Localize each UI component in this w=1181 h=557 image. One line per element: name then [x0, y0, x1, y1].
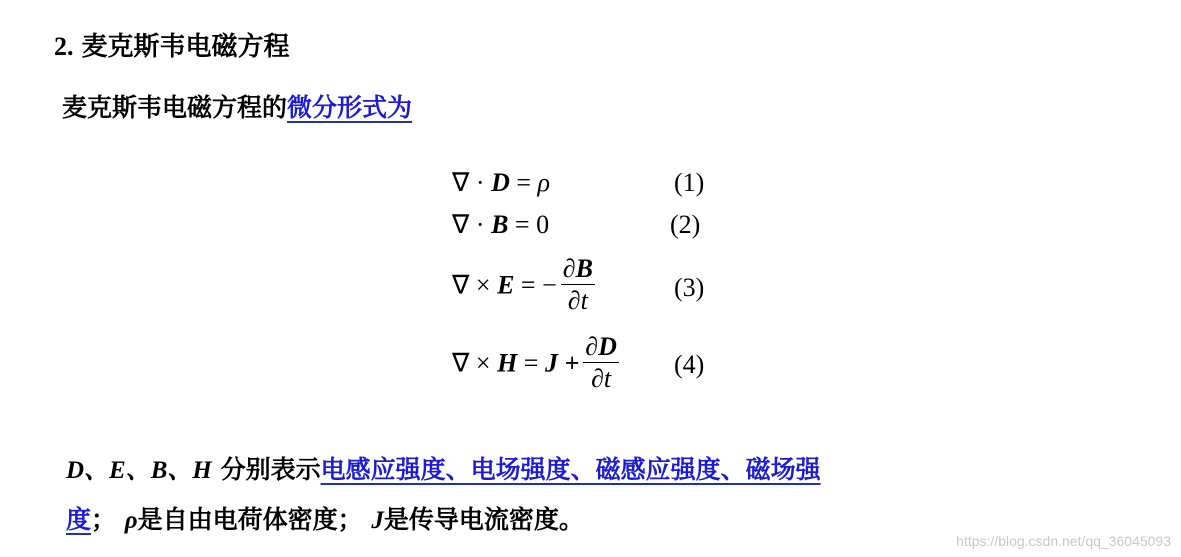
equation-2-label: (2) — [670, 210, 701, 239]
equals-sign: = — [514, 210, 530, 239]
fraction-numerator: ∂D — [585, 332, 617, 361]
equation-2-body — [452, 210, 549, 240]
equals-sign: = — [523, 348, 539, 378]
equation-4-body — [452, 332, 623, 395]
definitions-verb: 分别表示 — [220, 455, 321, 484]
equation-4 — [452, 332, 722, 402]
rho-description: 是自由电荷体密度； — [137, 505, 363, 534]
curl-operator: ∇ × — [452, 270, 491, 300]
curl-operator: ∇ × — [452, 348, 491, 378]
watermark: https://blog.csdn.net/qq_36045093 — [956, 533, 1171, 549]
equation-3-var: E — [497, 270, 515, 300]
equation-3-label: (3) — [674, 273, 705, 302]
field-symbols: D、E、B、H — [66, 457, 212, 484]
equals-minus-sign: = − — [520, 270, 557, 300]
equation-2 — [452, 210, 722, 244]
field-names-link[interactable]: 电感应强度、电场强度、磁感应强度、磁场强 — [320, 455, 821, 484]
j-description: 是传导电流密度。 — [383, 505, 584, 534]
differential-form-link[interactable]: 微分形式为 — [287, 93, 413, 122]
equation-3 — [452, 254, 722, 324]
fraction-denominator: ∂t — [591, 364, 612, 393]
equation-1-rhs: ρ — [537, 168, 550, 197]
definitions-line-1 — [66, 450, 821, 486]
equals-sign: = — [516, 168, 532, 197]
j-symbol: J — [371, 507, 384, 534]
section-number: 2. — [54, 32, 74, 61]
equation-3-fraction — [561, 254, 595, 317]
equation-2-rhs: 0 — [536, 210, 550, 239]
fraction-numerator: ∂B — [562, 254, 593, 283]
section-title: 麦克斯韦电磁方程 — [81, 32, 290, 62]
definitions-line-2 — [66, 500, 584, 536]
divergence-operator: ∇ · — [452, 210, 485, 239]
intro-line — [62, 88, 412, 124]
equation-1-var: D — [491, 168, 510, 197]
field-names-link-continued[interactable]: 度 — [66, 505, 92, 534]
equation-4-label: (4) — [674, 350, 705, 379]
divergence-operator: ∇ · — [452, 168, 485, 197]
fraction-denominator: ∂t — [567, 286, 588, 315]
equation-2-var: B — [491, 210, 509, 239]
equation-1-label: (1) — [674, 168, 705, 197]
section-heading — [54, 26, 290, 63]
equation-4-var: H — [497, 348, 518, 378]
equation-3-body — [452, 254, 599, 317]
separator: ； — [91, 505, 117, 534]
intro-text: 麦克斯韦电磁方程的 — [62, 93, 288, 122]
equation-1 — [452, 168, 722, 202]
rho-symbol: ρ — [124, 507, 138, 534]
equation-4-fraction — [583, 332, 619, 395]
equation-4-rhs-prefix: J + — [544, 348, 580, 378]
equation-1-body — [452, 168, 550, 198]
